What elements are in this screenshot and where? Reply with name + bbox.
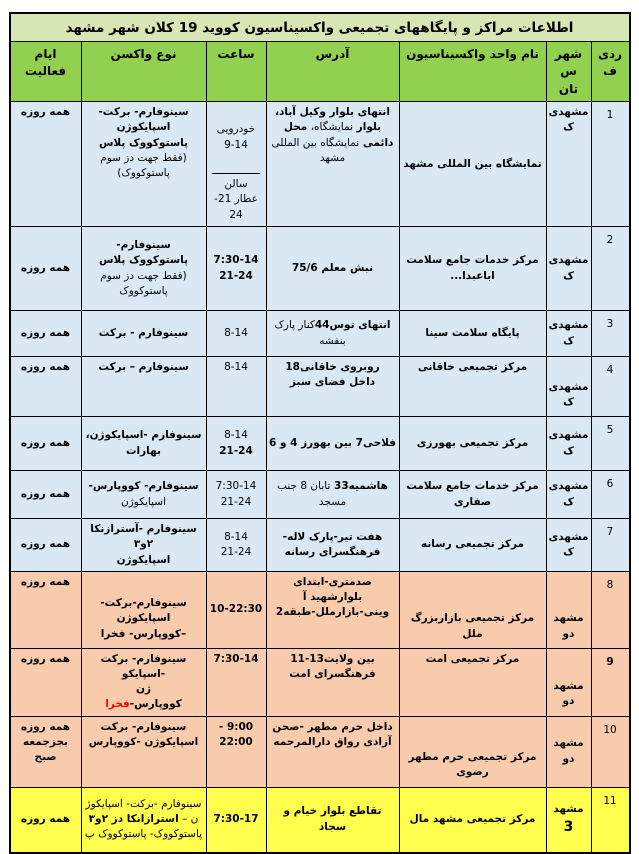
hours-cell: 9:00 - 22:00 [206,717,266,787]
header-cell-hours: ساعت [206,42,266,101]
header-cell-address: آدرس [266,42,399,101]
table-row [11,572,629,649]
unit-name-cell: مرکز خدمات جامع سلامت صفاری [399,471,546,518]
county-cell: مشهدی ک [546,519,591,571]
activity-days-cell: همه روزه [20,538,71,551]
hours-cell: 7:30-17 [206,788,266,852]
address-cell: هفت تیر-پارک لاله- فرهنگسرای رسانه [266,519,399,571]
row-number-cell: 10 [591,717,629,787]
table-row [11,417,629,471]
activity-days-cell: همه روزه بجزجمعه صبح [20,720,71,764]
table-row [11,471,629,519]
activity-days-cell: همه روزه [20,575,71,588]
vaccine-type-cell: سینوفارم -برکت- اسپایکوژ ن – استرازانکا دز ۲و۳ پاستوکووک- پاستوکووک پ [81,788,206,852]
activity-days-cell: همه روزه [20,262,71,275]
row-number-cell: 9 [591,649,629,716]
table-row [11,519,629,572]
table-row [11,227,629,311]
hours-cell: 7:30-14 21-24 [206,227,266,310]
address-cell: داخل حرم مطهر -صحن آزادی رواق دارالمرحمه [266,717,399,787]
unit-name-cell: مرکز تجمیعی مشهد مال [399,788,546,852]
unit-name-cell: مرکز تجمیعی بهورزی [399,417,546,470]
address-cell: انتهای بلوار وکیل آباد، بلوار نمایشگاه، محل دائمی نمایشگاه بین المللی مشهد [266,102,399,226]
unit-name-cell: مرکز تجمیعی رسانه [399,519,546,571]
vaccine-type-cell: سینوفارم - برکت [81,311,206,356]
table-row [11,357,629,417]
address-cell: انتهای توس44کنار پارک بنفشه [266,311,399,356]
unit-name-cell: مرکز تجمیعی حرم مطهر رضوی [399,717,546,787]
row-number-cell: 3 [591,311,629,356]
county-cell: مشهدی ک [546,227,591,310]
vaccine-type-cell: سینوفارم- برکت -اسپایکو ژن کووپارس-فخرا [81,649,206,716]
activity-days-cell: همه روزه [20,813,71,826]
row-number-cell: 8 [591,572,629,648]
row-number-cell: 7 [591,519,629,571]
row-number-cell: 11 [591,788,629,852]
vaccine-type-cell: سینوفارم-برکت-اسپایکوژن –کووپارس- فخرا [81,572,206,648]
hours-cell: 8-14 [206,357,266,416]
table-row [11,717,629,788]
hours-cell: 10-22:30 [206,572,266,648]
activity-days-cell: همه روزه [20,437,71,450]
county-cell: مشهدی ک [546,417,591,470]
address-cell: تقاطع بلوار خیام و سجاد [266,788,399,852]
unit-name-cell: مرکز تجمیعی خاقانی [399,357,546,416]
table-row [11,788,629,852]
hours-cell: 8-14 21-24 [206,417,266,470]
header-cell-days: ایام فعالیت [11,42,81,101]
vaccine-type-cell: سینوفارم- کووپارس- اسپایکوژن [81,471,206,518]
row-number-cell: 4 [591,357,629,416]
vaccine-type-cell: سینوفارم -آسترازنکا ۲و۳ اسپایکوژن [81,519,206,571]
header-cell-vaccine: نوع واکسن [81,42,206,101]
activity-days-cell: همه روزه [20,106,71,119]
county-cell: مشهدی ک [546,357,591,416]
activity-days-cell: همه روزه [20,327,71,340]
vaccine-type-cell: سینوفارم- برکت-اسپایکوژن پاستوکووک پلاس (فقط جهت دز سوم پاستوکووک) [81,102,206,226]
table-body [11,102,629,852]
vaccine-type-cell: سینوفارم- پاستوکووک پلاس (فقط جهت دز سوم پاستوکووک [81,227,206,310]
hours-cell: 8-14 21-24 [206,519,266,571]
hours-cell: 8-14 [206,311,266,356]
address-cell: صدمتری-ابتدای بلوارشهید آ وینی-بازارملل-طبقه2 [266,572,399,648]
unit-name-cell: مرکز تجمیعی امت [399,649,546,716]
hours-cell: 7:30-14 [206,649,266,716]
vaccine-type-cell: سینوفارم -اسپایکوژن، بهارات [81,417,206,470]
unit-name-cell: مرکز تجمیعی بازاربزرگ ملل [399,572,546,648]
unit-name-cell: پایگاه سلامت سینا [399,311,546,356]
address-cell: فلاحی7 بین بهورز 4 و 6 [266,417,399,470]
vaccine-type-cell: سینوفارم – برکت [81,357,206,416]
county-cell: مشهد دو [546,572,591,648]
unit-name-cell: نمایشگاه بین المللی مشهد [399,102,546,226]
address-cell: نبش معلم 75/6 [266,227,399,310]
address-cell: هاشمیه33 تابان 8 جنب مسجد [266,471,399,518]
unit-name-cell: مرکز خدمات جامع سلامت اباعبدا... [399,227,546,310]
hours-cell: 7:30-14 21-24 [206,471,266,518]
county-cell: مشهد 3 [546,788,591,852]
hours-cell [206,102,266,226]
county-cell: مشهد دو [546,649,591,716]
table-row [11,311,629,357]
county-cell: مشهد دو [546,717,591,787]
activity-days-cell: همه روزه [20,361,71,374]
table-row [11,649,629,717]
activity-days-cell: همه روزه [20,652,71,665]
vaccine-type-cell: سینوفارم- برکت اسپایکوژن -کووپارس [81,717,206,787]
row-number-cell: 6 [591,471,629,518]
row-number-cell: 5 [591,417,629,470]
row-number-cell: 1 [591,102,629,226]
page-title: اطلاعات مراکز و پایگاههای تجمیعی واکسیناسیون کووید 19 کلان شهر مشهد [11,14,629,42]
county-cell: مشهدی ک [546,311,591,356]
header-cell-shahrestan: شهرس تان [546,42,591,101]
header-cell-unit: نام واحد واکسیناسیون [399,42,546,101]
county-cell: مشهدی ک [546,102,591,226]
row-number-cell: 2 [591,227,629,310]
county-cell: مشهدی ک [546,471,591,518]
table-header-row [11,42,629,102]
activity-days-cell: همه روزه [20,488,71,501]
hours-sub-cell: خودرویی 9-14 [216,123,256,151]
address-cell: بین ولایت13-11 فرهنگسرای امت [266,649,399,716]
address-cell: روبروی خاقانی18 داخل فضای سبز [266,357,399,416]
table-row [11,102,629,227]
hours-sub-cell: سالن عطار 21- 24 [212,173,260,226]
vaccination-centers-table [9,12,631,854]
header-cell-radif: ردی ف [591,42,629,101]
